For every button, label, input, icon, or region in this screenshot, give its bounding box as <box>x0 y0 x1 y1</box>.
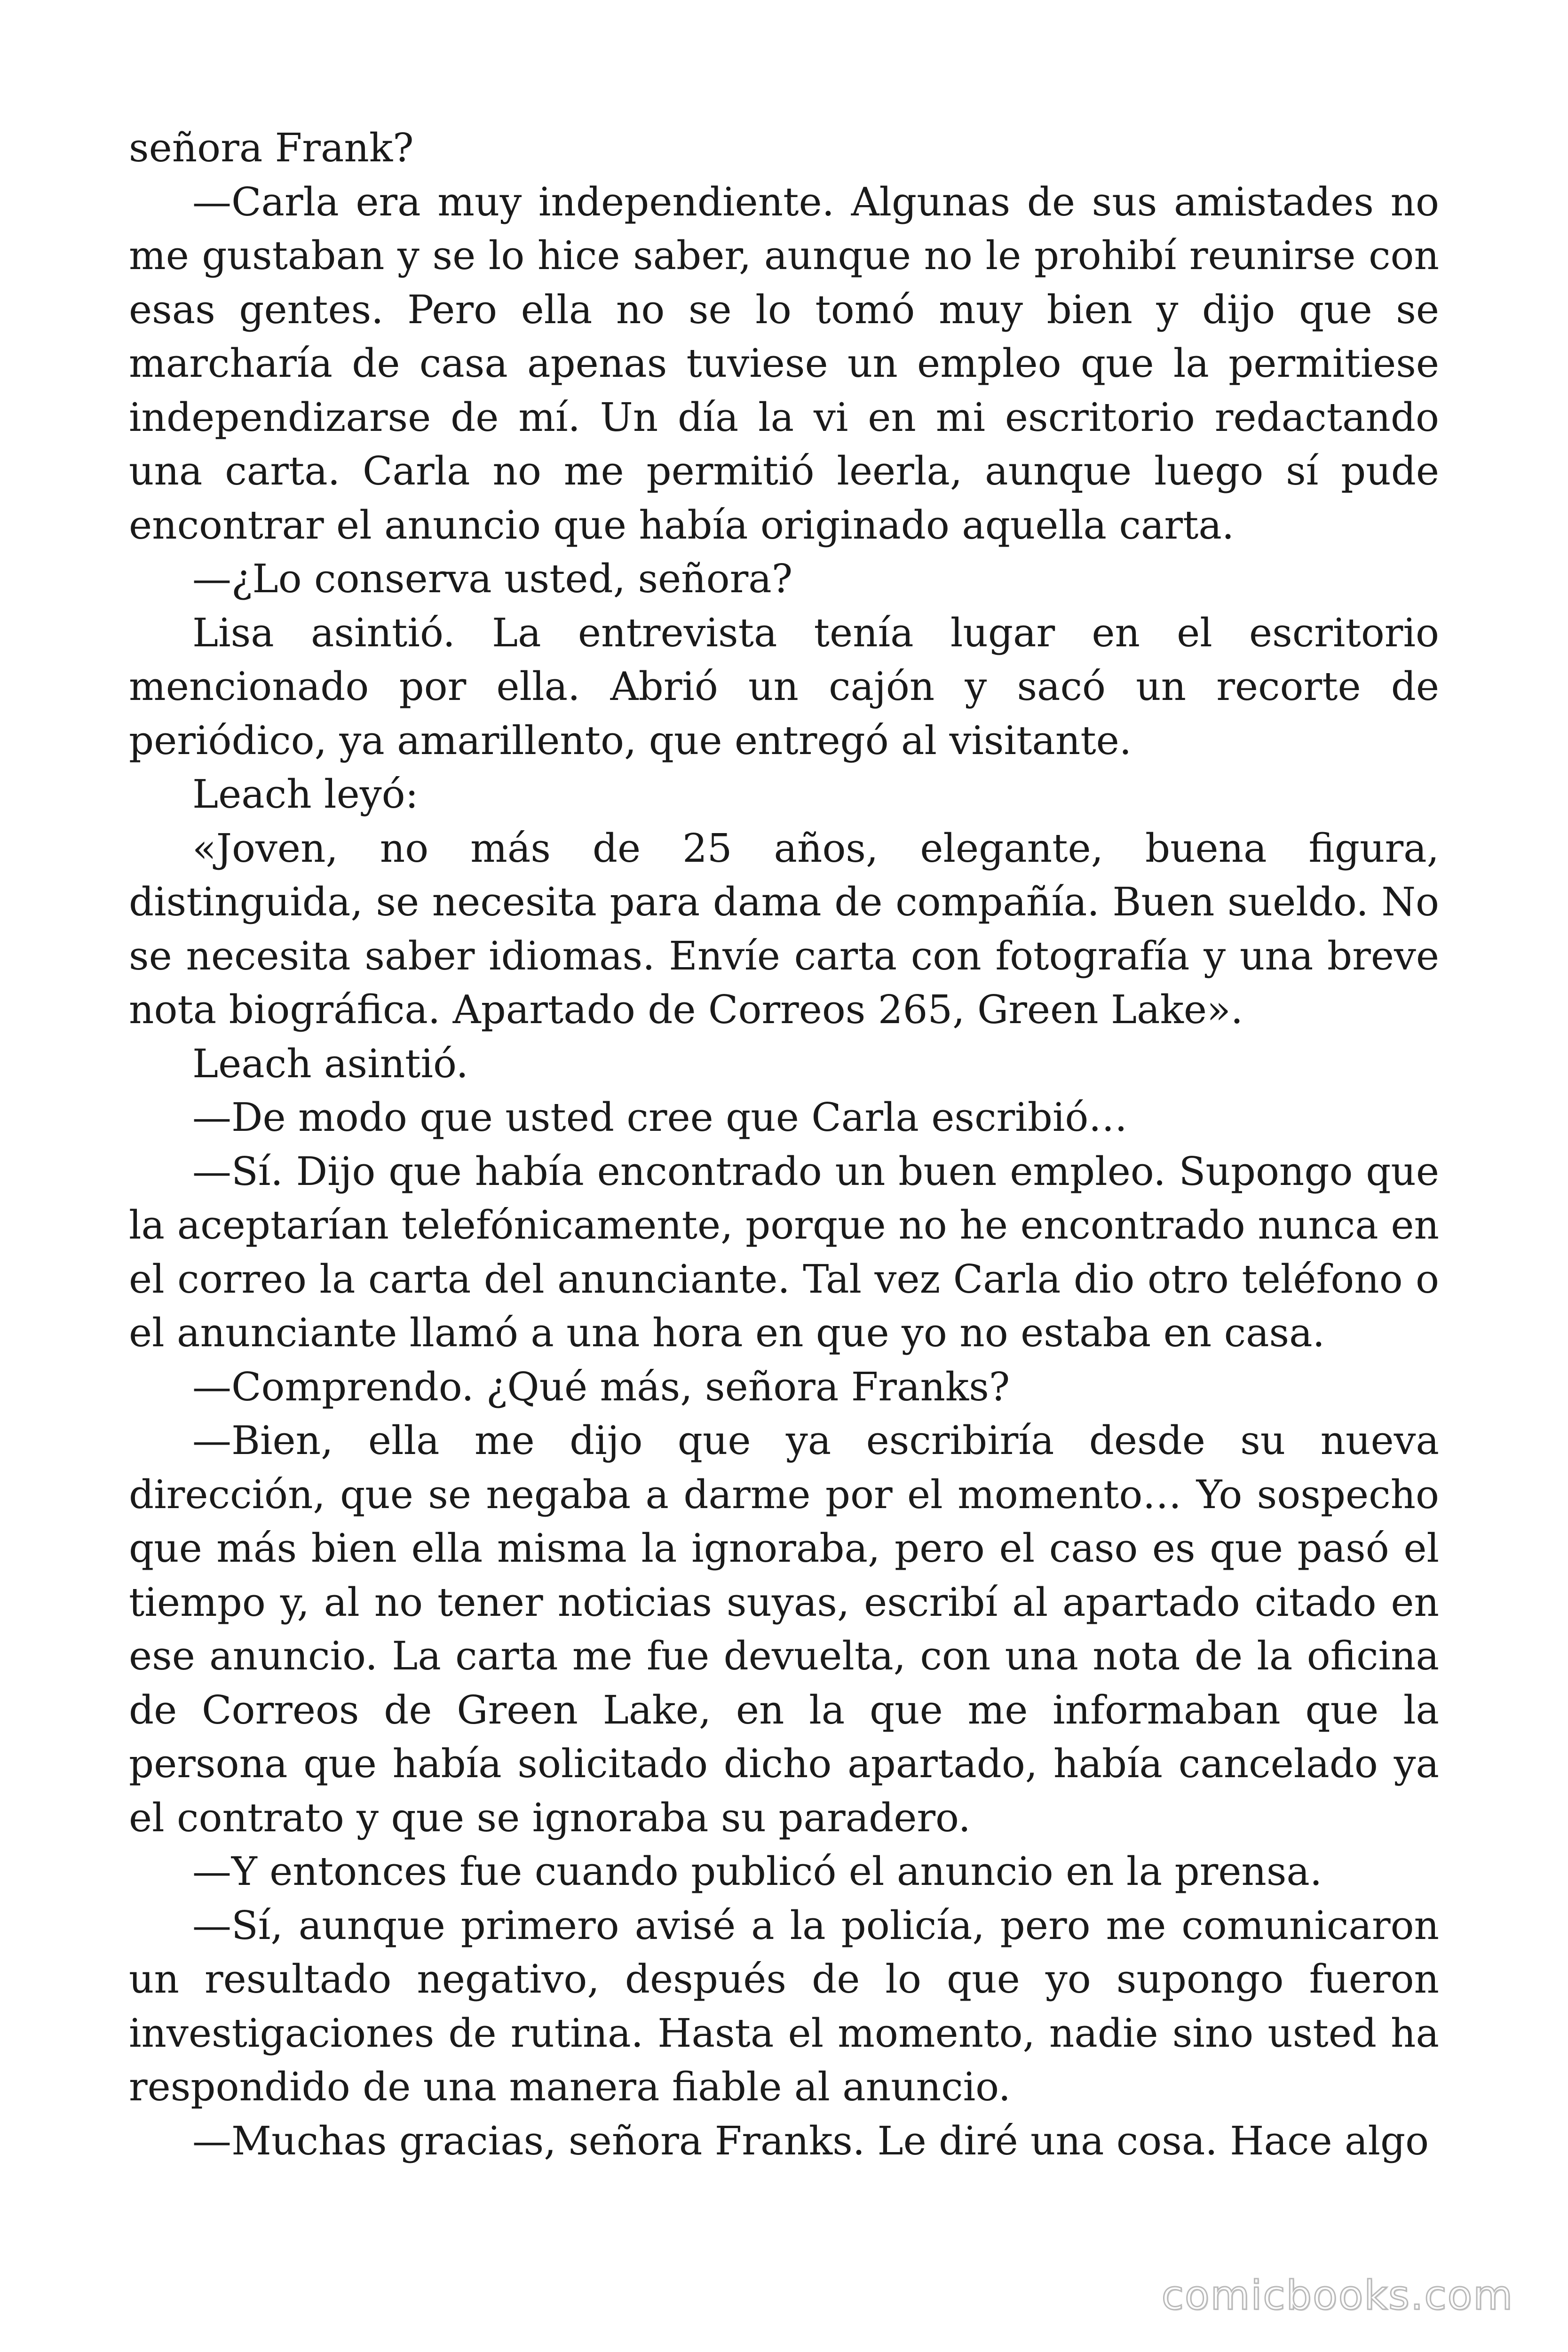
paragraph: —Sí. Dijo que había encontrado un buen empleo. Supongo que la aceptarían telefónicamente, porque no he encontrado nunca en el correo la carta del anunciante. Tal vez Carla dio otro teléfono o el anunciante llamó a una hora en que yo no estaba en casa. <box>129 1148 1439 1356</box>
paragraph: Lisa asintió. La entrevista tenía lugar en el escritorio mencionado por ella. Abrió un cajón y sacó un recorte de periódico, ya amarillento, que entregó al visitante. <box>129 610 1439 763</box>
paragraph: Leach leyó: <box>192 771 419 817</box>
page-body <box>129 121 1439 2168</box>
paragraph: —Comprendo. ¿Qué más, señora Franks? <box>192 1364 1010 1410</box>
paragraph: —Muchas gracias, señora Franks. Le diré una cosa. Hace algo <box>192 2118 1429 2164</box>
paragraph: —Y entonces fue cuando publicó el anuncio en la prensa. <box>192 1849 1323 1894</box>
paragraph: —De modo que usted cree que Carla escribió… <box>192 1095 1128 1140</box>
paragraph: —¿Lo conserva usted, señora? <box>192 556 793 602</box>
paragraph: —Bien, ella me dijo que ya escribiría desde su nueva dirección, que se negaba a darme por el momento… Yo sospecho que más bien ella misma la ignoraba, pero el caso es que pasó el tiempo y, al no tener noticias suyas, escribí al apartado citado en ese anuncio. La carta me fue devuelta, con una nota de la oficina de Correos de Green Lake, en la que me informaban que la persona que había solicitado dicho apartado, había cancelado ya el contrato y que se ignoraba su paradero. <box>129 1418 1439 1841</box>
paragraph: —Carla era muy independiente. Algunas de sus amistades no me gustaban y se lo hice saber, aunque no le prohibí reunirse con esas gentes. Pero ella no se lo tomó muy bien y dijo que se marcharía de casa apenas tuviese un empleo que la permitiese independizarse de mí. Un día la vi en mi escritorio redactando una carta. Carla no me permitió leerla, aunque luego sí pude encontrar el anuncio que había originado aquella carta. <box>129 179 1439 548</box>
paragraph: «Joven, no más de 25 años, elegante, buena figura, distinguida, se necesita para dama de compañía. Buen sueldo. No se necesita saber idiomas. Envíe carta con fotografía y una breve nota biográfica. Apartado de Correos 265, Green Lake». <box>129 825 1439 1033</box>
paragraph: señora Frank? <box>129 125 414 171</box>
paragraph: —Sí, aunque primero avisé a la policía, pero me comunicaron un resultado negativo, después de lo que yo supongo fueron investigaciones de rutina. Hasta el momento, nadie sino usted ha respondido de una manera fiable al anuncio. <box>129 1902 1439 2110</box>
paragraph: Leach asintió. <box>192 1041 468 1087</box>
watermark-logo: comicbooks.com <box>1161 2272 1513 2319</box>
